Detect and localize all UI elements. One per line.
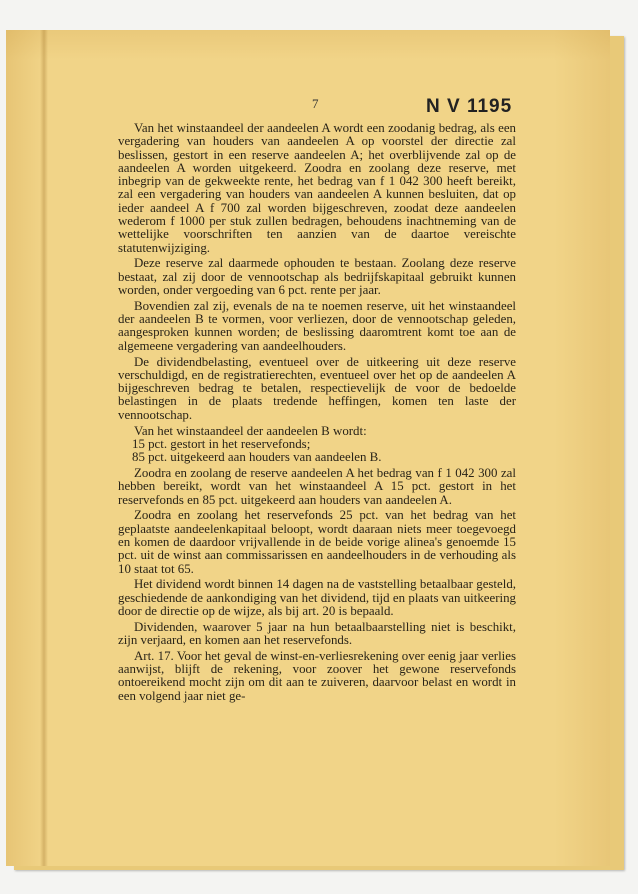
paragraph: Dividenden, waarover 5 jaar na hun betaalbaarstelling niet is beschikt, zijn verjaard, en komen aan het reservefonds. xyxy=(118,619,516,647)
paragraph: Van het winstaandeel der aandeelen B wordt: xyxy=(134,423,367,438)
list-item: 85 pct. uitgekeerd aan houders van aandeelen B. xyxy=(132,450,382,465)
paragraph: Deze reserve zal daarmede ophouden te bestaan. Zoolang deze reserve bestaat, zal zij door de vennootschap als bedrijfskapitaal gebruikt kunnen worden, onder vergoeding van 6 pct. rente per jaar. xyxy=(118,256,516,298)
paragraph: Bovendien zal zij, evenals de na te noemen reserve, uit het winstaandeel der aandeelen B te vormen, voor verliezen, door de vennootschap geleden, aangesproken kunnen worden; de beslissing daaromtrent komt toe aan de algemeene vergadering van aandeelhouders. xyxy=(118,298,516,353)
page-fold xyxy=(40,30,48,866)
paragraph: Zoodra en zoolang het reservefonds 25 pct. van het bedrag van het geplaatste aandeelenkapitaal beloopt, wordt daaraan niets meer toegevoegd en komen de daardoor vrijvallende in de beide vorige alinea's genoemde 15 pct. uit de winst aan commissarissen en aandeelhouders in de verhouding als 10 staat tot 65. xyxy=(118,508,516,576)
page-number: 7 xyxy=(312,96,319,111)
document-reference: N V 1195 xyxy=(426,96,513,117)
paragraph: De dividendbelasting, eventueel over de uitkeering uit deze reserve verschuldigd, en de registratierechten, eventueel over het op de aandeelen A bijgeschreven bedrag te betalen, respectievelijk de voor de bedoelde belastingen in de plaats tredende heffingen, komen ten laste der vennootschap. xyxy=(118,354,516,422)
list-item: 15 pct. gestort in het reservefonds; xyxy=(132,436,311,451)
paragraph: Van het winstaandeel der aandeelen A wordt een zoodanig bedrag, als een vergadering van houders van aandeelen A op voorstel der directie zal beslissen, gestort in een reserve aandeelen A; het overblijvende zal op de aandeelen A worden uitgekeerd. Zoodra en zoolang deze reserve, met inbegrip van de gekweekte rente, het bedrag van f 1 042 300 heeft bereikt, zal een vergadering van houders van aandeelen A kunnen besluiten, dat op ieder aandeel A f 700 zal worden bijgeschreven, zoodat deze aandeelen wederom f 1000 per stuk zullen bedragen, behoudens inachtneming van de wettelijke voorschriften ten aanzien van de daartoe vereischte statutenwijziging. xyxy=(118,121,516,255)
body-text xyxy=(118,122,516,705)
paragraph: Art. 17. Voor het geval de winst-en-verliesrekening over eenig jaar verlies aanwijst, blijft de rekening, voor zoover het gewone reservefonds ontoereikend mocht zijn om dit aan te zuiveren, daarvoor belast en wordt in een volgend jaar niet ge- xyxy=(118,648,516,703)
paragraph: Zoodra en zoolang de reserve aandeelen A het bedrag van f 1 042 300 zal hebben bereikt, wordt van het winstaandeel A 15 pct. gestort in het reservefonds en 85 pct. uitgekeerd aan houders van aandeelen A. xyxy=(118,465,516,507)
paragraph: Het dividend wordt binnen 14 dagen na de vaststelling betaalbaar gesteld, geschiedende de aankondiging van het dividend, tijd en plaats van uitkeering door de directie op de wijze, als bij art. 20 is bepaald. xyxy=(118,577,516,618)
